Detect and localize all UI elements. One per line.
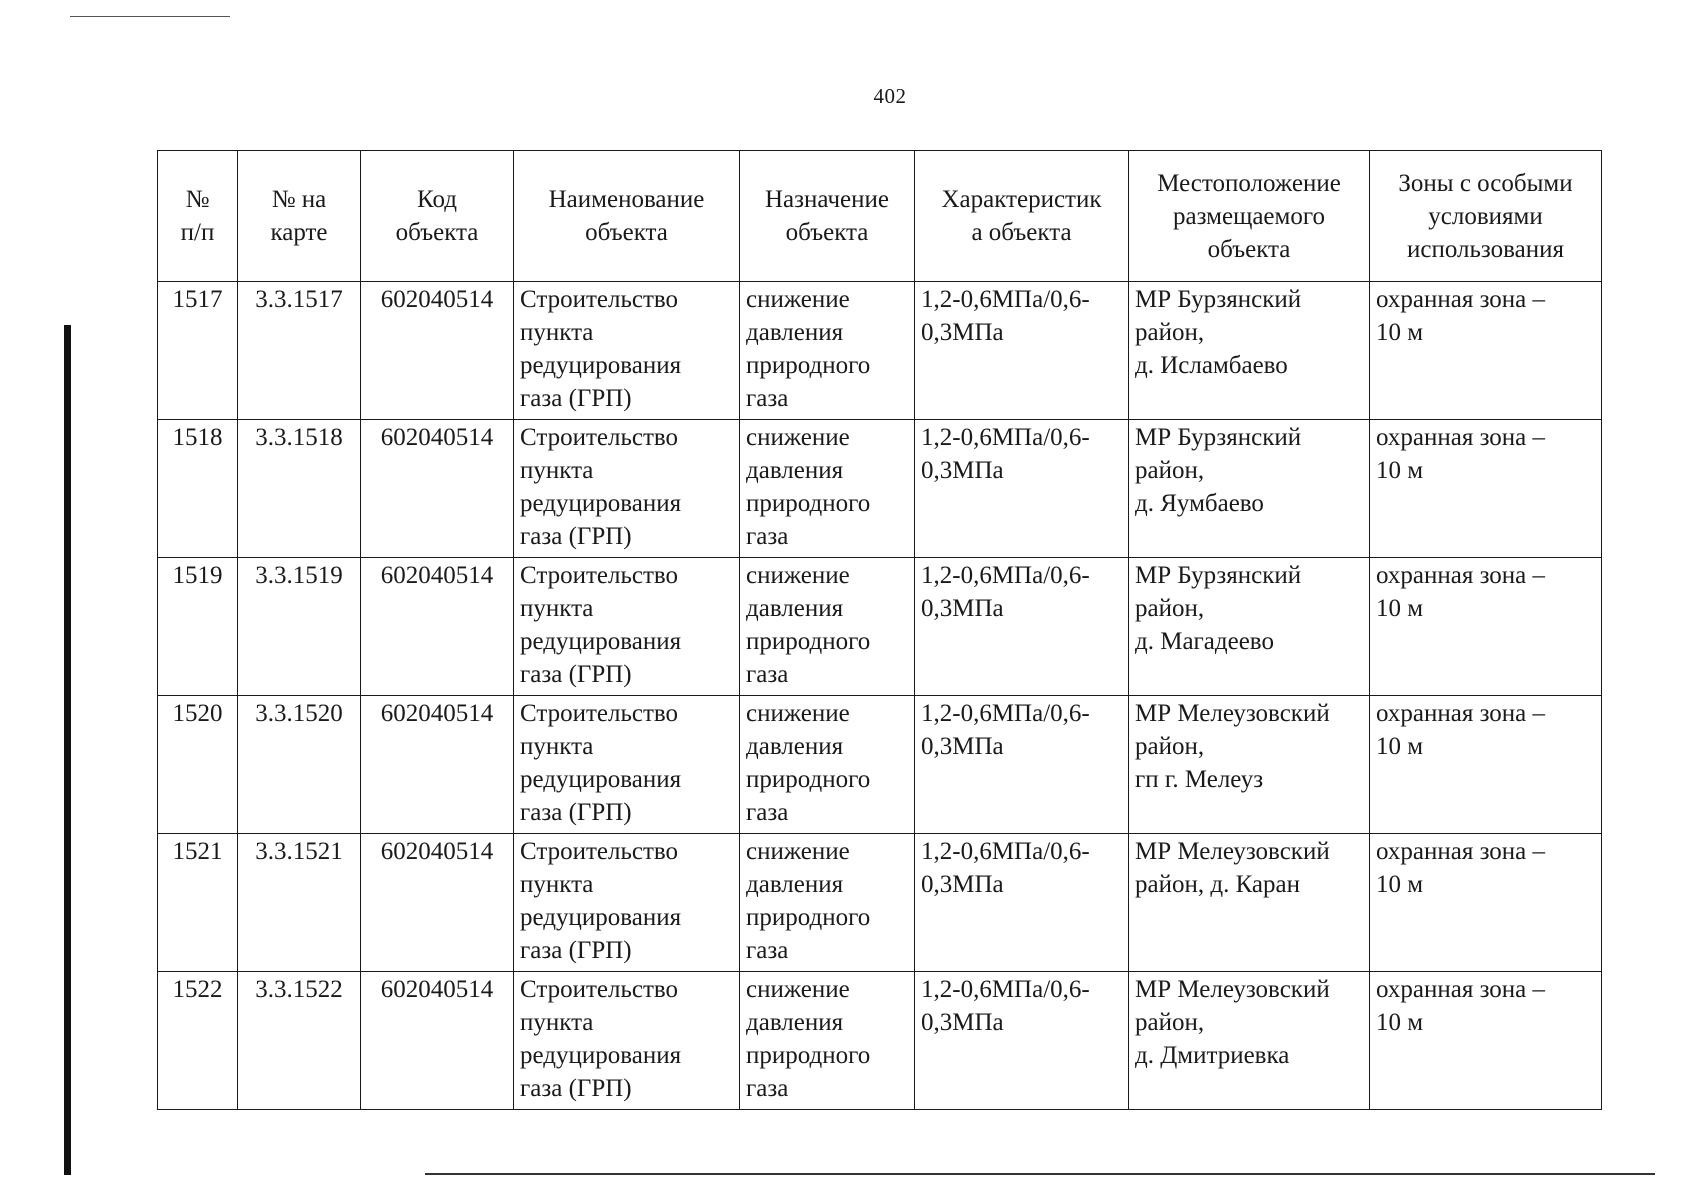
cell-object-code: 602040514 <box>361 558 514 696</box>
cell-object-code: 602040514 <box>361 282 514 420</box>
cell-object-location: МР Мелеузовский район, д. Дмитриевка <box>1129 972 1370 1110</box>
cell-special-zone: охранная зона – 10 м <box>1370 972 1602 1110</box>
cell-object-purpose: снижение давления природного газа <box>740 972 915 1110</box>
cell-object-name: Строительство пункта редуцирования газа (ГРП) <box>514 834 740 972</box>
cell-object-code: 602040514 <box>361 420 514 558</box>
cell-object-characteristic: 1,2-0,6МПа/0,6- 0,3МПа <box>915 696 1129 834</box>
top-rule <box>70 16 230 17</box>
header-object-code: Код объекта <box>361 151 514 282</box>
cell-map-number: 3.3.1517 <box>238 282 361 420</box>
cell-object-name: Строительство пункта редуцирования газа (ГРП) <box>514 696 740 834</box>
cell-object-purpose: снижение давления природного газа <box>740 834 915 972</box>
cell-object-name: Строительство пункта редуцирования газа (ГРП) <box>514 282 740 420</box>
header-object-location: Местоположение размещаемого объекта <box>1129 151 1370 282</box>
table-row <box>158 420 1602 558</box>
cell-object-purpose: снижение давления природного газа <box>740 420 915 558</box>
cell-object-location: МР Мелеузовский район, гп г. Мелеуз <box>1129 696 1370 834</box>
cell-object-code: 602040514 <box>361 972 514 1110</box>
header-object-characteristic: Характеристик а объекта <box>915 151 1129 282</box>
cell-object-name: Строительство пункта редуцирования газа (ГРП) <box>514 558 740 696</box>
cell-object-characteristic: 1,2-0,6МПа/0,6- 0,3МПа <box>915 420 1129 558</box>
cell-number: 1518 <box>158 420 238 558</box>
table-row <box>158 558 1602 696</box>
header-map-number: № на карте <box>238 151 361 282</box>
cell-special-zone: охранная зона – 10 м <box>1370 282 1602 420</box>
cell-object-purpose: снижение давления природного газа <box>740 282 915 420</box>
cell-special-zone: охранная зона – 10 м <box>1370 696 1602 834</box>
cell-object-code: 602040514 <box>361 834 514 972</box>
header-special-zones: Зоны с особыми условиями использования <box>1370 151 1602 282</box>
cell-map-number: 3.3.1519 <box>238 558 361 696</box>
table-row <box>158 282 1602 420</box>
header-number: № п/п <box>158 151 238 282</box>
cell-map-number: 3.3.1521 <box>238 834 361 972</box>
cell-object-location: МР Бурзянский район, д. Исламбаево <box>1129 282 1370 420</box>
table-row <box>158 696 1602 834</box>
cell-number: 1522 <box>158 972 238 1110</box>
cell-special-zone: охранная зона – 10 м <box>1370 420 1602 558</box>
cell-object-code: 602040514 <box>361 696 514 834</box>
cell-object-characteristic: 1,2-0,6МПа/0,6- 0,3МПа <box>915 834 1129 972</box>
cell-object-location: МР Мелеузовский район, д. Каран <box>1129 834 1370 972</box>
cell-map-number: 3.3.1522 <box>238 972 361 1110</box>
bottom-rule <box>425 1173 1655 1175</box>
cell-object-characteristic: 1,2-0,6МПа/0,6- 0,3МПа <box>915 558 1129 696</box>
cell-object-name: Строительство пункта редуцирования газа (ГРП) <box>514 420 740 558</box>
objects-table <box>157 150 1602 1110</box>
table-header-row <box>158 151 1602 282</box>
cell-object-name: Строительство пункта редуцирования газа (ГРП) <box>514 972 740 1110</box>
cell-number: 1517 <box>158 282 238 420</box>
page-number: 402 <box>873 84 907 108</box>
header-object-name: Наименование объекта <box>514 151 740 282</box>
table-row <box>158 972 1602 1110</box>
scan-margin-bar <box>64 325 71 1175</box>
cell-object-location: МР Бурзянский район, д. Магадеево <box>1129 558 1370 696</box>
cell-object-purpose: снижение давления природного газа <box>740 558 915 696</box>
cell-number: 1520 <box>158 696 238 834</box>
header-object-purpose: Назначение объекта <box>740 151 915 282</box>
cell-special-zone: охранная зона – 10 м <box>1370 834 1602 972</box>
table-row <box>158 834 1602 972</box>
cell-object-characteristic: 1,2-0,6МПа/0,6- 0,3МПа <box>915 972 1129 1110</box>
cell-number: 1519 <box>158 558 238 696</box>
cell-map-number: 3.3.1520 <box>238 696 361 834</box>
cell-map-number: 3.3.1518 <box>238 420 361 558</box>
cell-object-location: МР Бурзянский район, д. Яумбаево <box>1129 420 1370 558</box>
cell-number: 1521 <box>158 834 238 972</box>
cell-object-characteristic: 1,2-0,6МПа/0,6- 0,3МПа <box>915 282 1129 420</box>
cell-special-zone: охранная зона – 10 м <box>1370 558 1602 696</box>
cell-object-purpose: снижение давления природного газа <box>740 696 915 834</box>
